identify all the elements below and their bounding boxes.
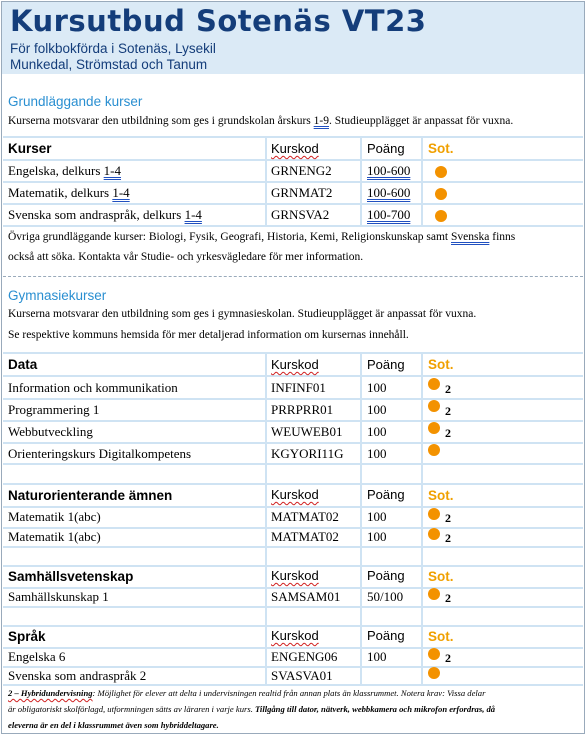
grid-line [3,375,583,377]
grid-line [360,136,362,226]
hybrid-note-marker: 2 [445,591,451,605]
hybrid-note-marker: 2 [445,511,451,525]
grid-line [3,442,583,444]
grid-line [360,352,362,684]
sot-dot-icon [428,588,440,600]
group-col-code: Kurskod [271,568,319,583]
group-col-points: Poäng [367,487,405,502]
grid-line [265,136,267,226]
basic-row-points: 100-700 [367,207,411,222]
basic-col-sot: Sot. [428,141,454,156]
group-col-code: Kurskod [271,357,319,372]
grid-line [3,159,583,161]
course-name: Matematik 1(abc) [8,509,101,524]
grid-line [3,565,583,567]
group-col-sot: Sot. [428,569,454,584]
basic-description: Kurserna motsvarar den utbildning som ges i grundskolan årskurs 1-9. Studieupplägget är anpassat för vuxna. [8,115,514,127]
course-code: PRRPRR01 [271,402,334,417]
grid-line [3,352,583,354]
group-col-points: Poäng [367,357,405,372]
basic-section-title: Grundläggande kurser [8,94,143,109]
basic-col-points: Poäng [367,141,405,156]
sot-dot-icon [435,210,447,222]
course-name: Matematik 1(abc) [8,529,101,544]
sot-dot-icon [428,444,440,456]
course-points: 100 [367,424,387,439]
group-col-points: Poäng [367,568,405,583]
course-points: 100 [367,446,387,461]
hybrid-note-marker: 2 [445,404,451,418]
sot-dot-icon [428,648,440,660]
grid-line [3,398,583,400]
basic-row-code: GRNMAT2 [271,185,333,200]
course-name: Information och kommunikation [8,380,178,395]
grid-line [3,203,583,205]
basic-col-courses: Kurser [8,141,52,156]
section-divider [3,276,583,277]
basic-row-code: GRNENG2 [271,163,332,178]
grid-line [265,352,267,684]
group-title-social-science: Samhällsvetenskap [8,569,134,584]
course-code: SAMSAM01 [271,589,341,604]
course-points: 100 [367,402,387,417]
gym-description-1: Kurserna motsvarar den utbildning som ges i gymnasieskolan. Studieupplägget är anpassat för vuxna. [8,308,477,320]
basic-row-points: 100-600 [367,185,411,200]
basic-col-code: Kurskod [271,141,319,156]
sot-dot-icon [428,508,440,520]
group-col-sot: Sot. [428,357,454,372]
grid-line [3,625,583,627]
group-col-points: Poäng [367,628,405,643]
grid-line [3,225,583,227]
course-name: Svenska som andraspråk 2 [8,668,147,683]
sot-dot-icon [428,667,440,679]
footnote-line-1: 2 – Hybridundervisning: Möjlighet för elever att delta i undervisningen realtid från annan plats än klassrummet. Notera krav: Vissa delar [8,688,486,698]
grid-line [3,684,583,686]
gym-description-2: Se respektive kommuns hemsida för mer detaljerad information om kursernas innehåll. [8,329,409,341]
group-title-science: Naturorienterande ämnen [8,488,173,503]
basic-row-points: 100-600 [367,163,411,178]
grid-line [3,546,583,548]
basic-other-courses-line-1: Övriga grundläggande kurser: Biologi, Fysik, Geografi, Historia, Kemi, Religionskunskap samt Svenska finns [8,231,516,243]
course-code: ENGENG06 [271,649,338,664]
footnote-line-2: är obligatoriskt skolförlagd, utformningen sätts av läraren i varje kurs. Tillgång till dator, nätverk, webbkamera och mikrofon erfordras, då [8,704,496,714]
hybrid-note-marker: 2 [445,426,451,440]
course-code: INFINF01 [271,380,326,395]
sot-dot-icon [428,378,440,390]
course-code: MATMAT02 [271,529,339,544]
basic-other-courses-line-2: också att söka. Kontakta vår Studie- och yrkesvägledare för mer information. [8,251,364,263]
hybrid-note-marker: 2 [445,651,451,665]
grid-line [3,420,583,422]
group-col-code: Kurskod [271,487,319,502]
course-code: MATMAT02 [271,509,339,524]
grid-line [3,181,583,183]
course-points: 100 [367,649,387,664]
subtitle-line-1: För folkbokförda i Sotenäs, Lysekil [10,41,216,56]
course-points: 100 [367,529,387,544]
gym-section-title: Gymnasiekurser [8,288,107,303]
sot-dot-icon [435,188,447,200]
sot-dot-icon [435,166,447,178]
course-name: Webbutveckling [8,424,93,439]
course-points: 100 [367,509,387,524]
course-name: Engelska 6 [8,649,66,664]
header-banner [2,2,584,74]
basic-row-code: GRNSVA2 [271,207,330,222]
course-points: 50/100 [367,589,404,604]
group-title-languages: Språk [8,629,46,644]
group-col-code: Kurskod [271,628,319,643]
page-title: Kursutbud Sotenäs VT23 [10,4,427,38]
grid-line [3,463,583,465]
sot-dot-icon [428,422,440,434]
grid-line [3,483,583,485]
footnote-line-3: eleverna är en del i klassrummet även som hybriddeltagare. [8,720,219,730]
course-code: WEUWEB01 [271,424,343,439]
course-points: 100 [367,380,387,395]
grid-line [421,352,423,684]
hybrid-note-marker: 2 [445,531,451,545]
group-col-sot: Sot. [428,488,454,503]
course-name: Samhällskunskap 1 [8,589,109,604]
grid-line [3,136,583,138]
course-name: Programmering 1 [8,402,100,417]
course-code: KGYORI11G [271,446,344,461]
basic-row-name: Matematik, delkurs 1-4 [8,185,130,200]
subtitle-line-2: Munkedal, Strömstad och Tanum [10,57,208,72]
course-name: Orienteringskurs Digitalkompetens [8,446,192,461]
sot-dot-icon [428,400,440,412]
grid-line [3,506,583,508]
basic-row-name: Svenska som andraspråk, delkurs 1-4 [8,207,202,222]
basic-row-name: Engelska, delkurs 1-4 [8,163,122,178]
grid-line [3,606,583,608]
course-code: SVASVA01 [271,668,333,683]
group-col-sot: Sot. [428,629,454,644]
sot-dot-icon [428,528,440,540]
grid-line [421,136,423,226]
group-title-data: Data [8,357,38,372]
hybrid-note-marker: 2 [445,382,451,396]
